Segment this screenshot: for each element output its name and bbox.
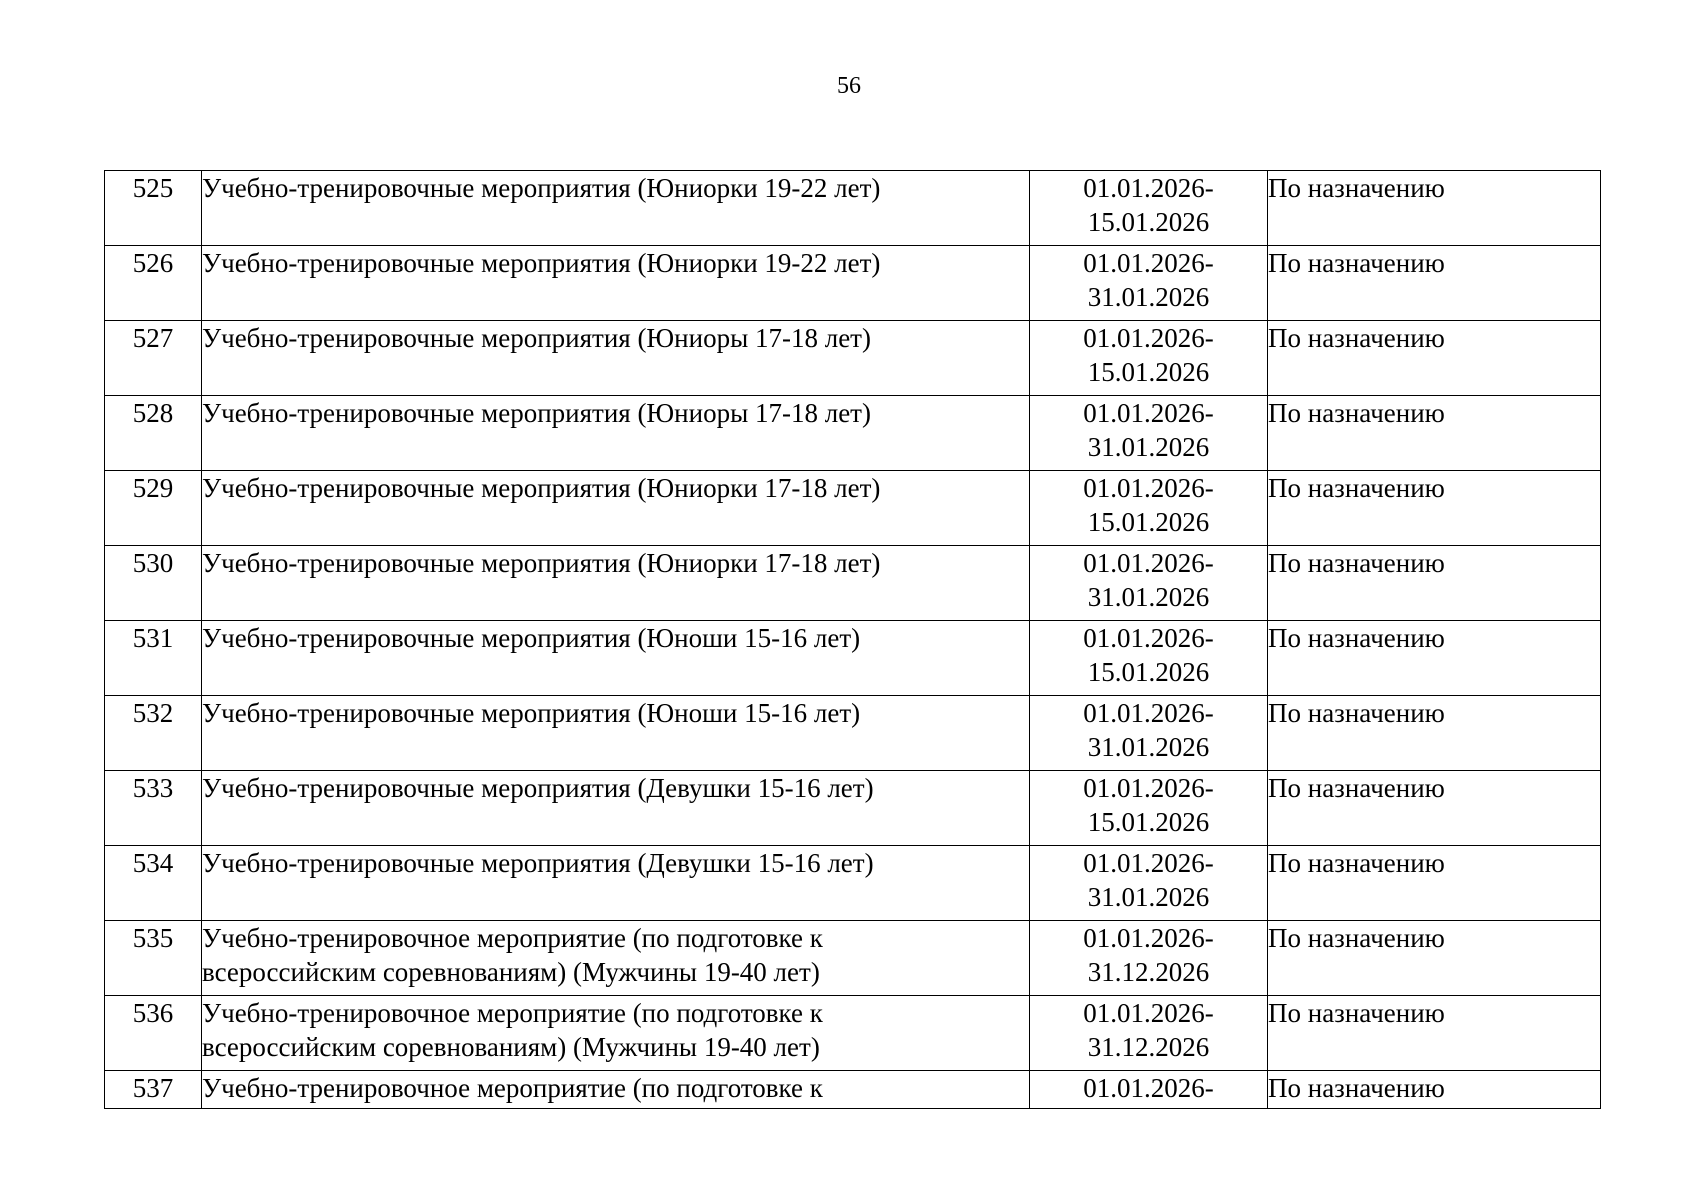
table-row <box>105 696 1601 771</box>
table-row <box>105 546 1601 621</box>
event-title: Учебно-тренировочные мероприятия (Юниорки 17-18 лет) <box>202 546 1030 621</box>
row-number: 526 <box>105 246 202 321</box>
event-location: По назначению <box>1268 396 1601 471</box>
table-row <box>105 321 1601 396</box>
event-dates: 01.01.2026- 31.01.2026 <box>1030 846 1268 921</box>
page-number: 56 <box>837 73 861 99</box>
table-row <box>105 396 1601 471</box>
table-row <box>105 771 1601 846</box>
row-number: 532 <box>105 696 202 771</box>
event-location: По назначению <box>1268 696 1601 771</box>
row-number: 528 <box>105 396 202 471</box>
table-row <box>105 246 1601 321</box>
event-title: Учебно-тренировочные мероприятия (Юноши 15-16 лет) <box>202 621 1030 696</box>
event-location: По назначению <box>1268 321 1601 396</box>
event-title: Учебно-тренировочные мероприятия (Юниорки 17-18 лет) <box>202 471 1030 546</box>
event-location: По назначению <box>1268 471 1601 546</box>
event-title: Учебно-тренировочные мероприятия (Девушки 15-16 лет) <box>202 846 1030 921</box>
event-title: Учебно-тренировочное мероприятие (по подготовке к всероссийским соревнованиям) (Мужчины 19-40 лет) <box>202 921 1030 996</box>
table-row <box>105 921 1601 996</box>
event-dates: 01.01.2026- 15.01.2026 <box>1030 471 1268 546</box>
row-number: 525 <box>105 171 202 246</box>
event-dates: 01.01.2026- 31.01.2026 <box>1030 546 1268 621</box>
table-row <box>105 621 1601 696</box>
row-number: 534 <box>105 846 202 921</box>
table-row <box>105 846 1601 921</box>
event-location: По назначению <box>1268 171 1601 246</box>
row-number: 533 <box>105 771 202 846</box>
event-dates: 01.01.2026- 15.01.2026 <box>1030 771 1268 846</box>
event-dates: 01.01.2026- <box>1030 1071 1268 1109</box>
event-dates: 01.01.2026- 31.01.2026 <box>1030 396 1268 471</box>
event-location: По назначению <box>1268 621 1601 696</box>
row-number: 536 <box>105 996 202 1071</box>
row-number: 529 <box>105 471 202 546</box>
event-dates: 01.01.2026- 15.01.2026 <box>1030 621 1268 696</box>
event-title: Учебно-тренировочное мероприятие (по подготовке к <box>202 1071 1030 1109</box>
event-dates: 01.01.2026- 31.12.2026 <box>1030 996 1268 1071</box>
row-number: 537 <box>105 1071 202 1109</box>
events-table <box>104 170 1601 1109</box>
event-dates: 01.01.2026- 15.01.2026 <box>1030 171 1268 246</box>
event-title: Учебно-тренировочные мероприятия (Девушки 15-16 лет) <box>202 771 1030 846</box>
event-title: Учебно-тренировочные мероприятия (Юниоры 17-18 лет) <box>202 396 1030 471</box>
event-title: Учебно-тренировочное мероприятие (по подготовке к всероссийским соревнованиям) (Мужчины 19-40 лет) <box>202 996 1030 1071</box>
table-row <box>105 171 1601 246</box>
event-dates: 01.01.2026- 31.01.2026 <box>1030 696 1268 771</box>
event-location: По назначению <box>1268 1071 1601 1109</box>
event-location: По назначению <box>1268 996 1601 1071</box>
event-title: Учебно-тренировочные мероприятия (Юниоры 17-18 лет) <box>202 321 1030 396</box>
event-dates: 01.01.2026- 15.01.2026 <box>1030 321 1268 396</box>
row-number: 535 <box>105 921 202 996</box>
row-number: 530 <box>105 546 202 621</box>
row-number: 531 <box>105 621 202 696</box>
row-number: 527 <box>105 321 202 396</box>
event-dates: 01.01.2026- 31.12.2026 <box>1030 921 1268 996</box>
event-location: По назначению <box>1268 546 1601 621</box>
event-title: Учебно-тренировочные мероприятия (Юниорки 19-22 лет) <box>202 171 1030 246</box>
event-location: По назначению <box>1268 246 1601 321</box>
table-row <box>105 471 1601 546</box>
table-row <box>105 1071 1601 1109</box>
event-location: По назначению <box>1268 771 1601 846</box>
event-title: Учебно-тренировочные мероприятия (Юниорки 19-22 лет) <box>202 246 1030 321</box>
event-location: По назначению <box>1268 921 1601 996</box>
event-title: Учебно-тренировочные мероприятия (Юноши 15-16 лет) <box>202 696 1030 771</box>
table-row <box>105 996 1601 1071</box>
event-dates: 01.01.2026- 31.01.2026 <box>1030 246 1268 321</box>
event-location: По назначению <box>1268 846 1601 921</box>
